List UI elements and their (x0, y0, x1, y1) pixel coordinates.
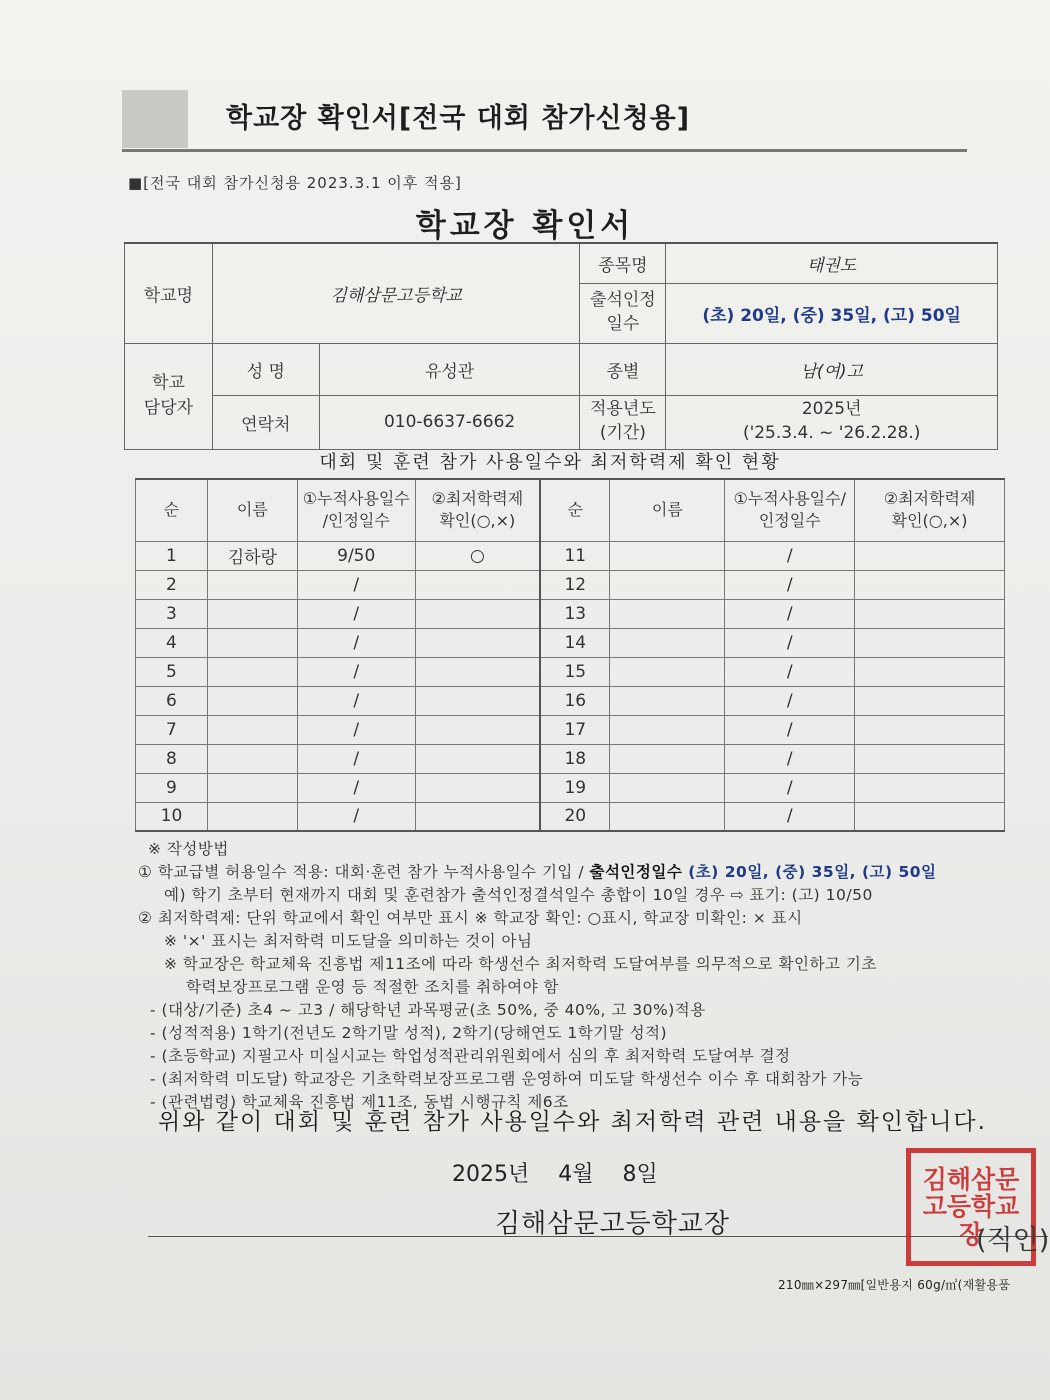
row-name-cell: 김하랑 (207, 541, 297, 570)
row-days-cell: / (297, 802, 415, 831)
row-no-cell: 9 (136, 773, 208, 802)
col-days-line2: /인정일수 (322, 511, 390, 531)
table-row (136, 628, 1005, 657)
year-value-line2: ('25.3.4. ~ '26.2.28.) (742, 423, 921, 443)
sport-value: 태권도 (666, 243, 998, 283)
col-check-line1: ②최저학력제 (431, 488, 524, 508)
manager-label (125, 343, 213, 449)
note-1-bold: 출석인정일수 (589, 863, 689, 881)
row-check-cell (415, 599, 540, 628)
row-days2-cell: / (725, 715, 855, 744)
notes-section (138, 838, 1043, 1114)
row-no-cell: 10 (136, 802, 208, 831)
row-name-cell (207, 628, 297, 657)
gender-value: 남(여)고 (666, 343, 998, 395)
confirmation-text: 위와 같이 대회 및 훈련 참가 사용일수와 최저학력 관련 내용을 확인합니다. (158, 1109, 987, 1135)
row-check-cell (415, 773, 540, 802)
detail-4: - (최저학력 미도달) 학교장은 기초학력보장프로그램 운영하여 미도달 학생선수 이수 후 대회참가 가능 (150, 1070, 864, 1088)
note-2-b2: 학력보장프로그램 운영 등 적절한 조치를 취하여야 함 (186, 978, 559, 996)
row-check2-cell (855, 686, 1005, 715)
table-row (136, 802, 1005, 831)
signer-name: 김해삼문고등학교장 (495, 1209, 731, 1239)
row-name-cell (207, 773, 297, 802)
top-header (122, 88, 967, 152)
row-days2-cell: / (725, 657, 855, 686)
manager-label-line1: 학교 (152, 372, 185, 393)
detail-1: - (대상/기준) 초4 ~ 고3 / 해당학년 과목평균(초 50%, 중 40%, 고 30%)적용 (150, 1001, 706, 1019)
note-2-a: ※ '×' 표시는 최저학력 미도달을 의미하는 것이 아님 (164, 932, 533, 950)
col-name-header: 이름 (207, 479, 297, 541)
name-label: 성 명 (212, 343, 319, 395)
row-no2-cell: 17 (540, 715, 610, 744)
row-days-cell: / (297, 744, 415, 773)
row-no2-cell: 19 (540, 773, 610, 802)
row-check-cell (415, 570, 540, 599)
status-title: 대회 및 훈련 참가 사용일수와 최저학력제 확인 현황 (319, 452, 781, 473)
row-no-cell: 7 (136, 715, 208, 744)
gender-label: 종별 (580, 343, 666, 395)
year-value-line1: 2025년 (801, 399, 862, 420)
row-days2-cell: / (725, 628, 855, 657)
note-1 (138, 861, 1043, 884)
row-name-cell (207, 715, 297, 744)
roster-body (136, 541, 1005, 831)
row-days-cell: / (297, 570, 415, 599)
header-gray-block (122, 90, 188, 148)
row-name-cell (207, 570, 297, 599)
row-check2-cell (855, 802, 1005, 831)
row-no2-cell: 18 (540, 744, 610, 773)
detail-3: - (초등학교) 지필고사 미실시교는 학업성적관리위원회에서 심의 후 최저학력 도달여부 결정 (150, 1047, 791, 1065)
paper-spec-footer: 210㎜×297㎜[일반용지 60g/㎡(재활용품 (778, 1278, 1011, 1292)
row-check2-cell (855, 715, 1005, 744)
row-check-cell: ○ (415, 541, 540, 570)
row-no2-cell: 13 (540, 599, 610, 628)
row-check-cell (415, 715, 540, 744)
info-table (124, 242, 998, 450)
row-no2-cell: 20 (540, 802, 610, 831)
row-name2-cell (610, 686, 725, 715)
year-label-line1: 적용년도 (590, 399, 656, 420)
seal-mark: (직인) (976, 1225, 1050, 1256)
school-label: 학교명 (125, 243, 213, 343)
row-no-cell: 2 (136, 570, 208, 599)
confirmation-date: 2025년 4월 8일 (452, 1162, 658, 1187)
table-row (136, 541, 1005, 570)
col-check2-header (855, 479, 1005, 541)
row-name2-cell (610, 541, 725, 570)
row-no2-cell: 12 (540, 570, 610, 599)
col-no-header: 순 (136, 479, 208, 541)
manager-label-line2: 담당자 (143, 398, 194, 418)
row-no2-cell: 16 (540, 686, 610, 715)
row-days-cell: / (297, 657, 415, 686)
row-check-cell (415, 802, 540, 831)
row-name2-cell (610, 715, 725, 744)
roster-header-row (136, 479, 1005, 541)
table-row (136, 570, 1005, 599)
table-row (136, 773, 1005, 802)
note-1-example: 예) 학기 초부터 현재까지 대회 및 훈련참가 출석인정결석일수 총합이 10일 경우 ⇨ 표기: (고) 10/50 (164, 886, 873, 904)
year-label (580, 395, 666, 449)
row-no-cell: 5 (136, 657, 208, 686)
row-days-cell: / (297, 628, 415, 657)
table-row (136, 599, 1005, 628)
row-name2-cell (610, 802, 725, 831)
row-name2-cell (610, 657, 725, 686)
col-days2-line2: 인정일수 (758, 511, 821, 531)
attendance-label-line2: 일수 (606, 314, 640, 334)
sport-label: 종목명 (580, 243, 666, 283)
attendance-label (580, 283, 666, 343)
row-name2-cell (610, 628, 725, 657)
row-check-cell (415, 686, 540, 715)
row-name-cell (207, 686, 297, 715)
row-no-cell: 8 (136, 744, 208, 773)
attendance-value: (초) 20일, (중) 35일, (고) 50일 (666, 283, 998, 343)
row-name-cell (207, 744, 297, 773)
row-days2-cell: / (725, 686, 855, 715)
detail-5: - (관련법령) 학교체육 진흥법 제11조, 동법 시행규칙 제6조 (150, 1093, 569, 1111)
col-days2-header (725, 479, 855, 541)
note-1-prefix: ① 학교급별 허용일수 적용: 대회·훈련 참가 누적사용일수 기입 / (138, 863, 590, 881)
notes-heading: ※ 작성방법 (148, 840, 229, 858)
detail-2: - (성적적용) 1학기(전년도 2학기말 성적), 2학기(당해연도 1학기말 성적) (150, 1024, 668, 1042)
row-check2-cell (855, 773, 1005, 802)
top-title: 학교장 확인서[전국 대회 참가신청용] (226, 103, 691, 134)
contact-label: 연락처 (212, 395, 319, 449)
table-row (136, 686, 1005, 715)
row-no-cell: 6 (136, 686, 208, 715)
row-no-cell: 1 (136, 541, 208, 570)
row-name-cell (207, 599, 297, 628)
row-check-cell (415, 657, 540, 686)
row-check2-cell (855, 744, 1005, 773)
col-days-line1: ①누적사용일수 (302, 488, 410, 508)
row-no2-cell: 15 (540, 657, 610, 686)
row-days-cell: / (297, 773, 415, 802)
col-check-header (415, 479, 540, 541)
row-check2-cell (855, 628, 1005, 657)
table-row (136, 744, 1005, 773)
year-label-line2: (기간) (599, 423, 646, 443)
row-name2-cell (610, 570, 725, 599)
row-check-cell (415, 628, 540, 657)
table-row (136, 715, 1005, 744)
row-check2-cell (855, 570, 1005, 599)
row-name-cell (207, 657, 297, 686)
col-name2-header: 이름 (610, 479, 725, 541)
row-days-cell: / (297, 599, 415, 628)
row-days2-cell: / (725, 773, 855, 802)
row-no2-cell: 11 (540, 541, 610, 570)
row-name2-cell (610, 744, 725, 773)
col-check2-line1: ②최저학력제 (883, 488, 976, 508)
row-days-cell: 9/50 (297, 541, 415, 570)
row-days-cell: / (297, 715, 415, 744)
row-no2-cell: 14 (540, 628, 610, 657)
col-check-line2: 확인(○,×) (439, 511, 516, 531)
contact-value: 010-6637-6662 (319, 395, 580, 449)
col-no2-header: 순 (540, 479, 610, 541)
note-2: ② 최저학력제: 단위 학교에서 확인 여부만 표시 ※ 학교장 확인: ○표시, 학교장 미확인: × 표시 (138, 909, 803, 927)
row-no-cell: 4 (136, 628, 208, 657)
name-value: 유성관 (319, 343, 580, 395)
row-days-cell: / (297, 686, 415, 715)
row-days2-cell: / (725, 599, 855, 628)
col-days2-line1: ①누적사용일수/ (733, 488, 846, 508)
row-check2-cell (855, 541, 1005, 570)
seal-text: 김해삼문고등학교장 (922, 1164, 1020, 1249)
row-days2-cell: / (725, 570, 855, 599)
note-2-b1: ※ 학교장은 학교체육 진흥법 제11조에 따라 학생선수 최저학력 도달여부를 의무적으로 확인하고 기초 (164, 955, 877, 973)
row-check2-cell (855, 657, 1005, 686)
row-days2-cell: / (725, 541, 855, 570)
attendance-label-line1: 출석인정 (590, 290, 656, 311)
form-note: ■[전국 대회 참가신청용 2023.3.1 이후 적용] (128, 174, 462, 192)
row-name-cell (207, 802, 297, 831)
row-no-cell: 3 (136, 599, 208, 628)
row-check-cell (415, 744, 540, 773)
year-value (666, 395, 998, 449)
col-days-header (297, 479, 415, 541)
main-title: 학교장 확인서 (415, 208, 635, 244)
roster-table (135, 478, 1005, 832)
row-days2-cell: / (725, 744, 855, 773)
col-check2-line2: 확인(○,×) (891, 511, 968, 531)
table-row (136, 657, 1005, 686)
row-days2-cell: / (725, 802, 855, 831)
school-value: 김해삼문고등학교 (212, 243, 580, 343)
row-name2-cell (610, 773, 725, 802)
note-1-blue: (초) 20일, (중) 35일, (고) 50일 (688, 863, 937, 881)
row-check2-cell (855, 599, 1005, 628)
row-name2-cell (610, 599, 725, 628)
